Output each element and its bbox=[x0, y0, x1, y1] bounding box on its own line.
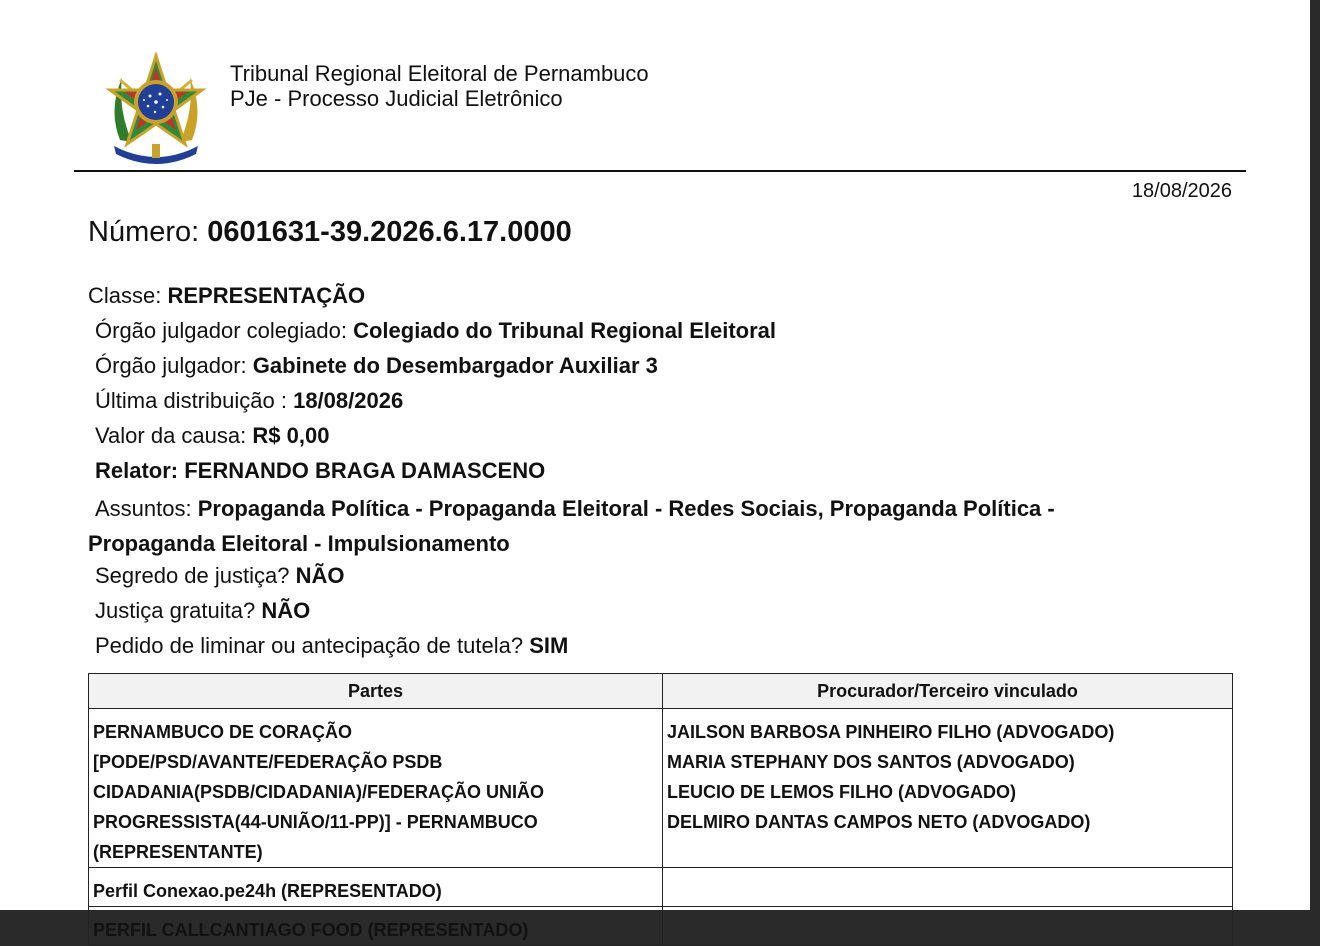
field-liminar bbox=[88, 631, 1238, 666]
procurador-name: LEUCIO DE LEMOS FILHO (ADVOGADO) bbox=[667, 782, 1016, 802]
procurador-name: JAILSON BARBOSA PINHEIRO FILHO (ADVOGADO) bbox=[667, 722, 1115, 742]
field-label: Última distribuição : bbox=[95, 388, 287, 413]
procurador-cell bbox=[663, 868, 1233, 907]
assuntos-value-line1: Propaganda Política - Propaganda Eleitoral - Redes Sociais, Propaganda Política - bbox=[197, 496, 1055, 521]
table-row bbox=[89, 868, 1233, 907]
field-label: Justiça gratuita? bbox=[95, 598, 256, 623]
field-value: R$ 0,00 bbox=[252, 423, 330, 448]
parte-line: CIDADANIA(PSDB/CIDADANIA)/FEDERAÇÃO UNIÃO bbox=[93, 782, 544, 802]
parte-line: PROGRESSISTA(44-UNIÃO/11-PP)] - PERNAMBUCO bbox=[93, 812, 538, 832]
parte-line: PERNAMBUCO DE CORAÇÃO bbox=[93, 722, 353, 742]
procurador-cell bbox=[663, 907, 1233, 946]
header-divider bbox=[74, 170, 1246, 172]
field-value: NÃO bbox=[261, 598, 311, 623]
table-row bbox=[89, 709, 1233, 868]
process-number-value: 0601631-39.2026.6.17.0000 bbox=[207, 216, 572, 248]
parte-cell bbox=[89, 709, 663, 868]
table-row bbox=[89, 907, 1233, 946]
field-valor-causa bbox=[88, 421, 1238, 456]
field-value: 18/08/2026 bbox=[293, 388, 404, 413]
field-orgao-colegiado bbox=[88, 316, 1238, 351]
brazil-coat-of-arms-emblem bbox=[100, 50, 212, 166]
field-orgao-julgador bbox=[88, 351, 1238, 386]
parte-cell: PERFIL CALLCANTIAGO FOOD (REPRESENTADO) bbox=[89, 907, 663, 946]
process-fields bbox=[88, 281, 1238, 666]
parte-cell: Perfil Conexao.pe24h (REPRESENTADO) bbox=[89, 868, 663, 907]
field-gratuita bbox=[88, 596, 1238, 631]
field-ultima-distribuicao bbox=[88, 386, 1238, 421]
field-assuntos bbox=[88, 491, 1238, 561]
relator-value: Relator: FERNANDO BRAGA DAMASCENO bbox=[95, 458, 546, 483]
field-value: SIM bbox=[529, 633, 569, 658]
table-header-row bbox=[89, 674, 1233, 709]
field-label: Segredo de justiça? bbox=[95, 563, 290, 588]
field-label: Valor da causa: bbox=[95, 423, 247, 448]
field-label: Assuntos: bbox=[95, 496, 192, 521]
field-label: Pedido de liminar ou antecipação de tutela? bbox=[95, 633, 524, 658]
field-label: Órgão julgador colegiado: bbox=[95, 318, 347, 343]
process-number bbox=[88, 216, 572, 249]
field-label: Classe: bbox=[88, 283, 162, 308]
document-date: 18/08/2026 bbox=[1131, 180, 1232, 202]
field-value: NÃO bbox=[295, 563, 345, 588]
field-value: Gabinete do Desembargador Auxiliar 3 bbox=[252, 353, 658, 378]
header-text bbox=[230, 61, 649, 111]
parties-table bbox=[88, 673, 1233, 946]
system-name: PJe - Processo Judicial Eletrônico bbox=[230, 86, 563, 111]
procurador-name: DELMIRO DANTAS CAMPOS NETO (ADVOGADO) bbox=[667, 812, 1091, 832]
assuntos-value-line2: Propaganda Eleitoral - Impulsionamento bbox=[88, 531, 510, 556]
field-value: Colegiado do Tribunal Regional Eleitoral bbox=[353, 318, 777, 343]
parte-line: (REPRESENTANTE) bbox=[93, 842, 263, 862]
column-header-partes: Partes bbox=[89, 674, 663, 709]
process-number-label: Número: bbox=[88, 216, 200, 248]
field-segredo bbox=[88, 561, 1238, 596]
field-classe bbox=[88, 281, 1238, 316]
court-name: Tribunal Regional Eleitoral de Pernambuco bbox=[230, 61, 649, 86]
parte-line: [PODE/PSD/AVANTE/FEDERAÇÃO PSDB bbox=[93, 752, 443, 772]
field-value: REPRESENTAÇÃO bbox=[167, 283, 366, 308]
field-relator bbox=[88, 456, 1238, 491]
procurador-name: MARIA STEPHANY DOS SANTOS (ADVOGADO) bbox=[667, 752, 1075, 772]
field-label: Órgão julgador: bbox=[95, 353, 247, 378]
procurador-cell bbox=[663, 709, 1233, 868]
column-header-procurador: Procurador/Terceiro vinculado bbox=[663, 674, 1233, 709]
